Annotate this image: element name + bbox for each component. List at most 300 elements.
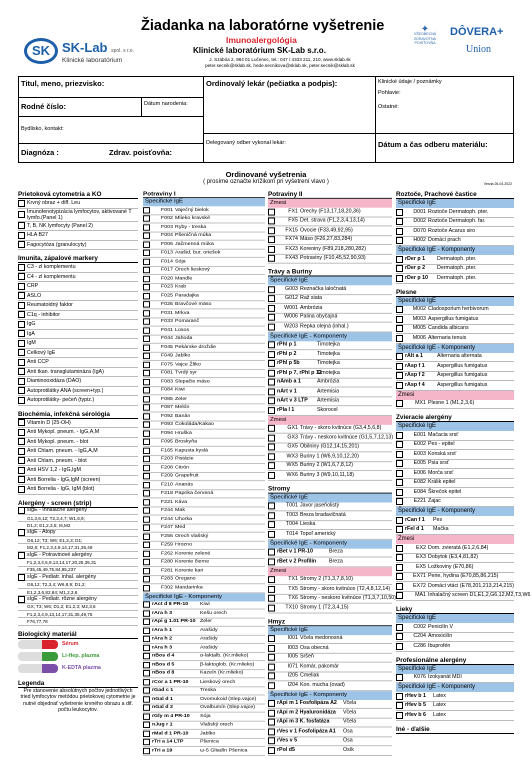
test-checkbox[interactable] — [268, 246, 275, 253]
test-checkbox[interactable] — [143, 627, 150, 633]
test-label: Korenie zelené — [175, 550, 211, 556]
test-row — [268, 737, 392, 746]
test-checkbox[interactable] — [18, 321, 25, 328]
test-checkbox[interactable] — [268, 558, 275, 565]
test-checkbox[interactable] — [396, 363, 403, 370]
test-label: Mandarinka — [175, 584, 203, 591]
test-checkbox[interactable] — [143, 344, 150, 350]
test-checkbox[interactable] — [18, 552, 25, 559]
test-label: Aspergillus fumigatus — [437, 381, 488, 388]
test-checkbox[interactable] — [268, 738, 275, 745]
test-checkbox[interactable] — [396, 275, 403, 282]
test-checkbox[interactable] — [396, 451, 403, 458]
test-checkbox[interactable] — [396, 209, 403, 216]
test-checkbox[interactable] — [268, 444, 275, 451]
test-row — [143, 704, 265, 713]
test-checkbox[interactable] — [143, 413, 150, 419]
test-column — [268, 190, 396, 756]
test-code: EX5 — [415, 563, 426, 570]
test-row — [143, 344, 265, 353]
test-code: F208 — [160, 464, 173, 471]
test-checkbox[interactable] — [396, 432, 403, 439]
test-checkbox[interactable] — [268, 425, 275, 432]
collection-date-field[interactable]: Dátum a čas odberu materiálu: — [375, 133, 514, 163]
test-checkbox[interactable] — [143, 233, 150, 239]
test-code: GX1 — [287, 425, 298, 431]
test-checkbox[interactable] — [396, 218, 403, 225]
test-checkbox[interactable] — [396, 479, 403, 486]
test-code: C204 — [413, 633, 426, 640]
test-checkbox[interactable] — [268, 462, 275, 469]
test-checkbox[interactable] — [268, 388, 275, 395]
test-checkbox[interactable] — [268, 747, 275, 754]
test-checkbox[interactable] — [143, 739, 150, 745]
test-checkbox[interactable] — [396, 554, 403, 561]
version: Verzia 26.04.2022 — [483, 182, 512, 186]
test-row — [143, 558, 265, 567]
test-code: rAra h 2 — [152, 635, 173, 642]
test-checkbox[interactable] — [268, 342, 275, 349]
test-checkbox[interactable] — [18, 264, 25, 271]
test-checkbox[interactable] — [143, 362, 150, 368]
test-code: E003 — [413, 450, 426, 457]
test-checkbox[interactable] — [396, 498, 403, 505]
test-label: Včela — [343, 718, 357, 725]
test-checkbox[interactable] — [143, 310, 150, 316]
test-checkbox[interactable] — [143, 327, 150, 333]
test-checkbox[interactable] — [396, 702, 403, 709]
test-checkbox[interactable] — [143, 602, 150, 608]
test-checkbox[interactable] — [143, 379, 150, 385]
test-row — [268, 341, 392, 350]
test-label: Ananás — [175, 481, 193, 488]
test-checkbox[interactable] — [396, 228, 403, 235]
test-checkbox[interactable] — [143, 207, 150, 213]
test-checkbox[interactable] — [18, 397, 25, 404]
test-checkbox[interactable] — [143, 645, 150, 651]
test-row — [18, 377, 138, 387]
test-checkbox[interactable] — [396, 256, 403, 263]
test-checkbox[interactable] — [143, 679, 150, 685]
test-checkbox[interactable] — [18, 529, 25, 536]
test-row — [143, 395, 265, 404]
test-row — [143, 292, 265, 301]
test-checkbox[interactable] — [143, 396, 150, 402]
test-checkbox[interactable] — [268, 323, 275, 330]
test-checkbox[interactable] — [143, 551, 150, 557]
test-row — [268, 388, 392, 397]
test-checkbox[interactable] — [268, 286, 275, 293]
test-code: rAct d 8 PR-10 — [152, 601, 189, 608]
test-code: I204 — [287, 682, 298, 688]
test-checkbox[interactable] — [268, 360, 275, 367]
test-checkbox[interactable] — [268, 407, 275, 414]
test-checkbox[interactable] — [18, 448, 25, 455]
test-checkbox[interactable] — [268, 521, 275, 528]
test-checkbox[interactable] — [143, 533, 150, 539]
test-label: F1,2,3,4,5,9,13,14,17,20,25,35,31 — [27, 559, 97, 565]
test-checkbox[interactable] — [143, 525, 150, 531]
test-code: F283 — [160, 576, 173, 582]
test-checkbox[interactable] — [396, 325, 403, 332]
test-checkbox[interactable] — [268, 595, 275, 602]
test-checkbox[interactable] — [143, 284, 150, 290]
test-row — [143, 309, 265, 318]
test-checkbox[interactable] — [143, 267, 150, 273]
test-checkbox[interactable] — [268, 531, 275, 538]
test-checkbox[interactable] — [268, 351, 275, 358]
test-row — [396, 692, 514, 702]
test-code: rMal d 1 PR-10 — [152, 730, 189, 736]
test-label: Včela — [343, 709, 357, 716]
test-checkbox[interactable] — [143, 465, 150, 471]
test-checkbox[interactable] — [396, 545, 403, 552]
test-checkbox[interactable] — [143, 456, 150, 462]
test-checkbox[interactable] — [18, 574, 25, 581]
test-checkbox[interactable] — [143, 713, 150, 719]
test-label: Koreniny (F89,218,280,282) — [300, 245, 366, 252]
test-checkbox[interactable] — [268, 314, 275, 321]
test-checkbox[interactable] — [268, 255, 275, 262]
test-checkbox[interactable] — [143, 473, 150, 479]
test-code: rDer p 1 — [405, 255, 426, 262]
test-checkbox[interactable] — [396, 526, 403, 533]
test-checkbox[interactable] — [268, 218, 275, 225]
test-checkbox[interactable] — [268, 719, 275, 726]
test-checkbox[interactable] — [396, 712, 403, 719]
test-row — [268, 434, 392, 443]
test-label: Palina obyčajná — [300, 314, 338, 320]
test-checkbox[interactable] — [396, 583, 403, 590]
test-code: F041 — [160, 327, 173, 333]
test-checkbox[interactable] — [18, 292, 25, 299]
test-checkbox[interactable] — [268, 379, 275, 386]
test-checkbox[interactable] — [143, 353, 150, 359]
test-checkbox[interactable] — [143, 490, 150, 496]
test-checkbox[interactable] — [143, 447, 150, 453]
name-field[interactable]: Titul, meno, priezvisko: — [18, 76, 204, 98]
test-checkbox[interactable] — [268, 227, 275, 234]
test-code: EX2 — [415, 544, 426, 551]
test-checkbox[interactable] — [143, 216, 150, 222]
test-checkbox[interactable] — [143, 636, 150, 642]
clinical-notes-field[interactable]: Klinické údaje / poznámky Pohlavie: Ostatné: — [375, 76, 514, 134]
diagnosis-field[interactable]: Diagnóza : Zdrav. poisťovňa: — [18, 143, 204, 163]
test-checkbox[interactable] — [18, 596, 25, 603]
test-label: Javor jaseňolistý — [300, 502, 340, 509]
test-column — [18, 190, 138, 713]
test-label: Zeler — [200, 618, 213, 625]
test-label: G6,12; T3; W6; E1,2,3; D1; — [27, 537, 83, 543]
test-checkbox[interactable] — [268, 586, 275, 593]
test-checkbox[interactable] — [268, 663, 275, 670]
rc-field[interactable]: Rodné číslo: — [18, 97, 142, 117]
test-checkbox[interactable] — [143, 748, 150, 754]
test-checkbox[interactable] — [396, 674, 403, 681]
test-checkbox[interactable] — [268, 604, 275, 611]
test-checkbox[interactable] — [143, 258, 150, 264]
test-row — [18, 282, 138, 292]
test-row — [143, 335, 265, 344]
test-label: Lieskový orech — [200, 678, 236, 685]
test-checkbox[interactable] — [268, 549, 275, 556]
test-code: I003 — [287, 644, 298, 651]
test-checkbox[interactable] — [143, 482, 150, 488]
test-checkbox[interactable] — [268, 576, 275, 583]
test-label: Osa — [343, 728, 353, 735]
test-label: C1q - inhibitor — [27, 311, 60, 318]
test-checkbox[interactable] — [396, 573, 403, 580]
test-label: Mačacia srsť — [428, 431, 459, 438]
test-row — [268, 746, 392, 755]
test-checkbox[interactable] — [396, 372, 403, 379]
test-checkbox[interactable] — [143, 705, 150, 711]
test-checkbox[interactable] — [396, 237, 403, 244]
test-checkbox[interactable] — [268, 370, 275, 377]
test-row — [143, 421, 265, 430]
test-code: T001 — [285, 502, 298, 509]
test-checkbox[interactable] — [396, 489, 403, 496]
test-checkbox[interactable] — [396, 353, 403, 360]
test-label: sIgE - Inhalačné alergény — [27, 507, 88, 514]
test-checkbox[interactable] — [396, 306, 403, 313]
test-checkbox[interactable] — [143, 224, 150, 230]
test-checkbox[interactable] — [268, 512, 275, 519]
test-code: TX10 — [285, 604, 298, 611]
test-checkbox[interactable] — [268, 295, 275, 302]
test-checkbox[interactable] — [18, 273, 25, 280]
test-checkbox[interactable] — [18, 349, 25, 356]
test-checkbox[interactable] — [396, 460, 403, 467]
test-checkbox[interactable] — [396, 400, 403, 407]
test-code: MX1 — [415, 400, 426, 407]
test-checkbox[interactable] — [268, 305, 275, 312]
test-checkbox[interactable] — [268, 700, 275, 707]
test-checkbox[interactable] — [143, 670, 150, 676]
test-checkbox[interactable] — [18, 368, 25, 375]
test-checkbox[interactable] — [18, 378, 25, 385]
test-checkbox[interactable] — [143, 653, 150, 659]
test-checkbox[interactable] — [268, 654, 275, 661]
doctor-stamp-field[interactable]: Ordinovalý lekár (pečiatka a podpis): — [203, 76, 376, 134]
test-checkbox[interactable] — [18, 241, 25, 248]
test-row — [396, 431, 514, 441]
test-checkbox[interactable] — [18, 387, 25, 394]
group-header: Špecifické IgE - Komponenty — [268, 539, 392, 548]
dob-field[interactable]: Dátum narodenia: — [141, 97, 204, 117]
test-checkbox[interactable] — [143, 250, 150, 256]
test-label: Ovomukoid (Slep.vajce) — [200, 696, 257, 702]
test-checkbox[interactable] — [18, 330, 25, 337]
test-row — [268, 245, 392, 254]
test-label: Banán — [175, 413, 191, 419]
test-checkbox[interactable] — [143, 276, 150, 282]
test-checkbox[interactable] — [396, 441, 403, 448]
test-checkbox[interactable] — [143, 422, 150, 428]
test-checkbox[interactable] — [143, 370, 150, 376]
test-code: C286 — [413, 642, 426, 649]
address-field[interactable]: Bydlisko, kontakt: — [18, 116, 204, 144]
test-checkbox[interactable] — [18, 200, 25, 207]
test-checkbox[interactable] — [143, 336, 150, 342]
test-label: Mrkva — [175, 310, 190, 316]
test-checkbox[interactable] — [143, 662, 150, 668]
test-checkbox[interactable] — [396, 265, 403, 272]
test-checkbox[interactable] — [143, 730, 150, 736]
test-checkbox[interactable] — [268, 710, 275, 717]
test-checkbox[interactable] — [18, 232, 25, 239]
test-code: F084 — [160, 387, 173, 393]
test-row — [268, 462, 392, 471]
test-label: Skorocel — [317, 406, 338, 413]
test-checkbox[interactable] — [268, 673, 275, 680]
test-label: Latex — [433, 692, 446, 699]
test-checkbox[interactable] — [18, 467, 25, 474]
test-checkbox[interactable] — [268, 434, 275, 441]
test-checkbox[interactable] — [143, 405, 150, 411]
test-label: Dermatoph. pter. — [437, 274, 477, 281]
test-checkbox[interactable] — [18, 311, 25, 318]
test-code: F244 — [160, 516, 173, 522]
test-checkbox[interactable] — [143, 559, 150, 565]
test-label: Candida albicans — [428, 325, 469, 332]
test-checkbox[interactable] — [396, 564, 403, 571]
test-checkbox[interactable] — [268, 682, 275, 689]
test-label: Pes - epitel — [428, 441, 455, 448]
test-checkbox[interactable] — [18, 359, 25, 366]
test-checkbox[interactable] — [143, 241, 150, 247]
test-code: TX5 — [288, 585, 298, 592]
test-checkbox[interactable] — [396, 335, 403, 342]
test-checkbox[interactable] — [18, 340, 25, 347]
group-header: Špecifické IgE — [396, 297, 514, 306]
test-label: Oregano — [175, 576, 196, 582]
test-row — [396, 334, 514, 344]
test-row — [143, 266, 265, 275]
test-row — [396, 573, 514, 583]
test-checkbox[interactable] — [18, 486, 25, 493]
test-checkbox[interactable] — [396, 382, 403, 389]
test-checkbox[interactable] — [143, 722, 150, 728]
test-label: Izokyanát MDI — [428, 674, 462, 681]
test-checkbox[interactable] — [18, 507, 25, 514]
test-checkbox[interactable] — [268, 503, 275, 510]
test-checkbox[interactable] — [143, 585, 150, 591]
test-checkbox[interactable] — [18, 419, 25, 426]
test-checkbox[interactable] — [143, 293, 150, 299]
test-checkbox[interactable] — [143, 619, 150, 625]
test-checkbox[interactable] — [268, 635, 275, 642]
test-label: Pistácie — [175, 456, 194, 462]
test-label: Melón — [175, 404, 190, 410]
test-label: Dermatoph. pter. — [437, 265, 477, 272]
test-row — [396, 544, 514, 554]
test-checkbox[interactable] — [268, 645, 275, 652]
test-checkbox[interactable] — [143, 568, 150, 574]
test-label: Kiwi — [200, 601, 210, 608]
test-checkbox[interactable] — [396, 693, 403, 700]
test-checkbox[interactable] — [143, 696, 150, 702]
test-label: G6,12; T2,3,4; W6,8,9; D1,2; — [27, 582, 86, 588]
test-checkbox[interactable] — [18, 457, 25, 464]
test-code: H002 — [413, 237, 426, 244]
test-checkbox[interactable] — [143, 499, 150, 505]
test-label: Roztoče Dermatoph. far. — [428, 218, 486, 225]
test-checkbox[interactable] — [143, 610, 150, 616]
delegated-doctor-field[interactable]: Delegovaný odber vykonal lekár: — [203, 133, 376, 163]
section-title: Biochémia, infekčná sérológia — [18, 410, 138, 419]
test-row — [396, 208, 514, 218]
test-checkbox[interactable] — [396, 592, 403, 599]
test-row — [268, 360, 392, 369]
test-checkbox[interactable] — [143, 542, 150, 548]
test-checkbox[interactable] — [143, 387, 150, 393]
test-code: rPhl p 1 — [277, 341, 297, 348]
test-checkbox[interactable] — [18, 222, 25, 229]
test-row — [396, 711, 514, 721]
test-checkbox[interactable] — [18, 429, 25, 436]
test-checkbox[interactable] — [268, 208, 275, 215]
test-code: F256 — [160, 533, 173, 539]
test-checkbox[interactable] — [143, 508, 150, 514]
test-label: Repka olejná (inhal.) — [300, 323, 349, 330]
test-label: Trávy - neskoro kvitnúce (G1,5,7,12,13) — [300, 434, 394, 441]
test-row — [143, 318, 265, 327]
test-code: F262 — [160, 550, 173, 556]
test-checkbox[interactable] — [268, 453, 275, 460]
test-code: F244 — [160, 507, 173, 514]
test-checkbox[interactable] — [143, 430, 150, 436]
test-checkbox[interactable] — [143, 301, 150, 307]
test-row — [18, 209, 138, 222]
test-checkbox[interactable] — [396, 470, 403, 477]
test-checkbox[interactable] — [18, 476, 25, 483]
test-code: M006 — [412, 334, 426, 341]
section-title: Potraviny II — [268, 190, 392, 199]
test-row — [18, 349, 138, 359]
test-label: Včela medonosná — [300, 635, 343, 642]
test-checkbox[interactable] — [143, 516, 150, 522]
test-checkbox[interactable] — [143, 576, 150, 582]
test-checkbox[interactable] — [143, 439, 150, 445]
test-checkbox[interactable] — [268, 236, 275, 243]
test-checkbox[interactable] — [268, 472, 275, 479]
test-label: Hruška — [175, 430, 192, 436]
test-label: Anti Borrelia - IgG,IgM (screen) — [27, 476, 101, 483]
test-checkbox[interactable] — [268, 398, 275, 405]
test-checkbox[interactable] — [143, 319, 150, 325]
test-checkbox[interactable] — [396, 316, 403, 323]
test-checkbox[interactable] — [396, 643, 403, 650]
test-checkbox[interactable] — [18, 283, 25, 290]
tube-row — [18, 663, 138, 675]
test-checkbox[interactable] — [18, 211, 25, 218]
test-row — [143, 678, 265, 687]
test-label: Dobytok (E3,4,81,82) — [428, 554, 479, 561]
test-checkbox[interactable] — [396, 624, 403, 631]
test-row — [396, 306, 514, 316]
test-label: Paradajka — [175, 292, 199, 299]
test-checkbox[interactable] — [268, 728, 275, 735]
test-checkbox[interactable] — [396, 517, 403, 524]
test-label: Broskyňa — [175, 438, 198, 445]
test-checkbox[interactable] — [143, 688, 150, 694]
test-checkbox[interactable] — [18, 302, 25, 309]
test-label: Dermatoph. pter. — [437, 255, 477, 262]
test-checkbox[interactable] — [18, 438, 25, 445]
test-code: WX6 — [286, 471, 298, 478]
test-checkbox[interactable] — [396, 633, 403, 640]
